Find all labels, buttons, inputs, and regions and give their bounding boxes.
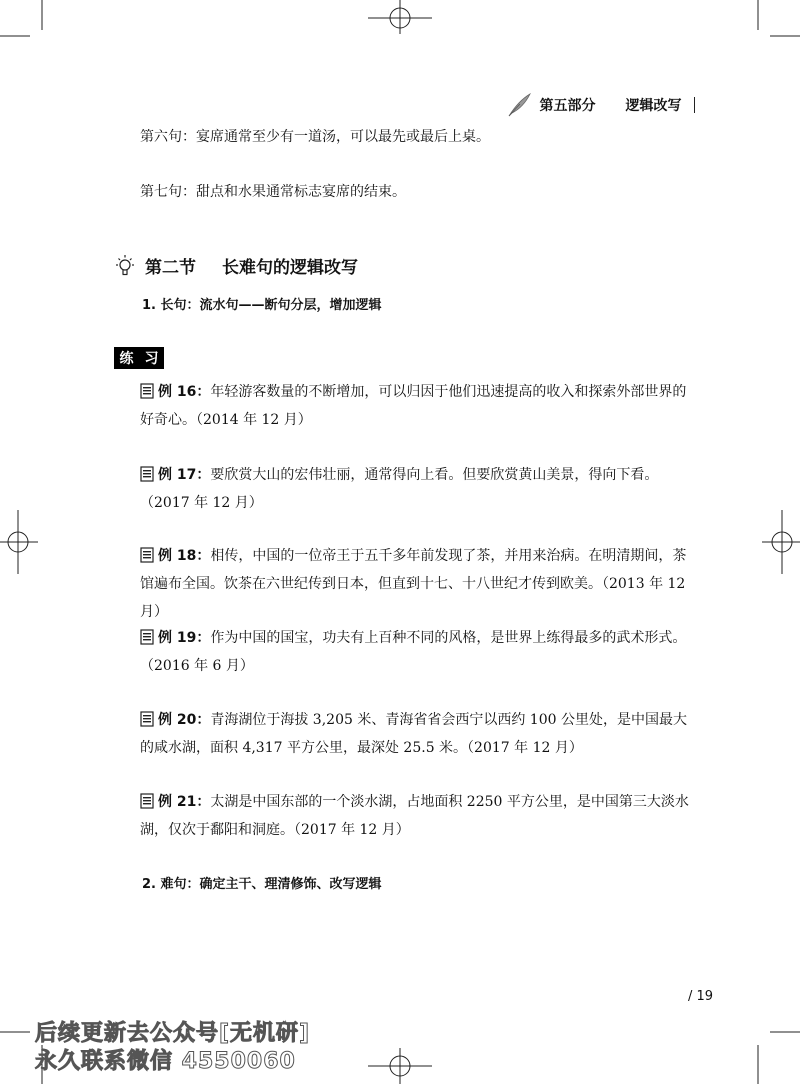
example-text: 要欣赏大山的宏伟壮丽，通常得向上看。但要欣赏黄山美景，得向下看。（2017 年 12 月） <box>140 467 659 511</box>
example-19 <box>140 624 700 680</box>
example-label: 例 21： <box>158 794 211 810</box>
section-heading: 长难句的逻辑改写 <box>222 258 358 278</box>
lightbulb-icon <box>115 255 135 277</box>
example-21 <box>140 788 700 844</box>
watermark-line-1: 后续更新去公众号[无机研] <box>35 1021 311 1046</box>
example-text: 太湖是中国东部的一个淡水湖，占地面积 2250 平方公里，是中国第三大淡水湖，仅次于鄱阳和洞庭。（2017 年 12 月） <box>140 794 689 838</box>
document-icon <box>140 383 154 399</box>
document-icon <box>140 547 154 563</box>
badge-char-1: 练 <box>119 351 134 367</box>
document-icon <box>140 711 154 727</box>
example-17 <box>140 461 700 517</box>
header-divider <box>694 97 696 113</box>
document-icon <box>140 793 154 809</box>
example-16 <box>140 378 700 434</box>
example-label: 例 17： <box>158 467 211 483</box>
example-text: 年轻游客数量的不断增加，可以归因于他们迅速提高的收入和探索外部世界的好奇心。（2014 年 12 月） <box>140 384 687 428</box>
section-title <box>115 253 358 278</box>
badge-char-2: 习 <box>144 351 159 367</box>
example-label: 例 20： <box>158 712 211 728</box>
header-part: 第五部分 <box>539 98 596 114</box>
example-text: 作为中国的国宝，功夫有上百种不同的风格，是世界上练得最多的武术形式。（2016 年 6 月） <box>140 630 687 674</box>
example-20 <box>140 706 700 762</box>
example-label: 例 19： <box>158 630 211 646</box>
document-icon <box>140 629 154 645</box>
example-label: 例 18： <box>158 548 211 564</box>
watermark-line-2: 永久联系微信 4550060 <box>35 1049 296 1074</box>
subheading-difficult-sentence: 2. 难句：确定主干、理清修饰、改写逻辑 <box>142 877 382 892</box>
document-icon <box>140 466 154 482</box>
sentence-six: 第六句：宴席通常至少有一道汤，可以最先或最后上桌。 <box>140 129 490 145</box>
subheading-long-sentence: 1. 长句：流水句——断句分层，增加逻辑 <box>142 298 382 313</box>
example-text: 相传，中国的一位帝王于五千多年前发现了茶，并用来治病。在明清期间，茶馆遍布全国。饮茶在六世纪传到日本，但直到十七、十八世纪才传到欧美。（2013 年 12 月） <box>140 548 687 620</box>
running-header <box>506 92 696 118</box>
page-number: / 19 <box>688 989 714 1004</box>
quill-icon <box>506 92 532 118</box>
example-text: 青海湖位于海拔 3,205 米、青海省省会西宁以西约 100 公里处，是中国最大的咸水湖，面积 4,317 平方公里，最深处 25.5 米。（2017 年 12 月） <box>140 712 687 756</box>
example-label: 例 16： <box>158 384 211 400</box>
section-number: 第二节 <box>145 258 196 278</box>
sentence-seven: 第七句：甜点和水果通常标志宴席的结束。 <box>140 184 406 200</box>
example-18 <box>140 542 700 626</box>
header-title: 逻辑改写 <box>625 98 682 114</box>
practice-badge <box>114 347 164 369</box>
